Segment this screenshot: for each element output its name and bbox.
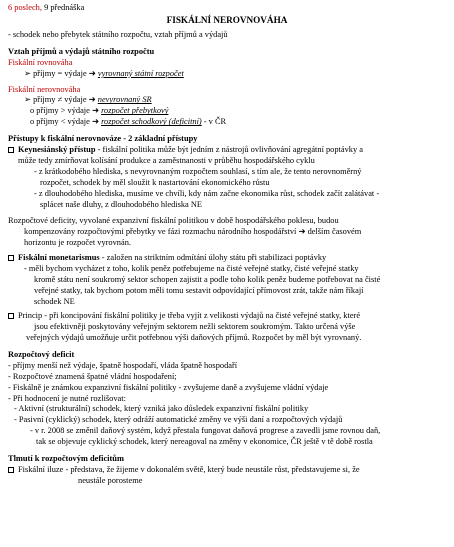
keynes-text: - fiskální politika může být jedním z nástrojů ovlivňování agregátní poptávky a bbox=[95, 145, 363, 155]
monetarism-line-2: kromě státu není soukromý sektor schopen zajistit a podle toho kolik peněz budeme potřebovat na čisté bbox=[34, 275, 381, 285]
monetarism-line-4: schodek NE bbox=[34, 297, 75, 307]
keynes-long-term-cont: splácet naše dluhy, z dlouhodobého hlediska NE bbox=[40, 199, 203, 209]
inequality-line bbox=[8, 95, 446, 106]
deficit-line-1: - příjmy menší než výdaje, špatně hospodaří, vláda špatně hospodaří bbox=[8, 360, 238, 370]
page-title: FISKÁLNÍ NEROVNOVÁHA bbox=[166, 14, 288, 25]
checkbox-bullet-icon bbox=[8, 313, 14, 319]
header-listening: 6 poslech, bbox=[8, 3, 42, 12]
principle-line-1: Princip - při koncipování fiskální politiky je třeba vyjít z velikosti výdajů na čisté veřejné statky, které bbox=[18, 311, 361, 321]
illusion-line-1: Fiskální iluze - představa, že žijeme v dokonalém světě, který bude neustále růst, představujeme si, že bbox=[18, 465, 360, 475]
monetarism-item bbox=[8, 253, 446, 308]
deficit-active: - Aktivní (strukturální) schodek, který vzniká jako důsledek expanzivní fiskální politiky bbox=[14, 404, 309, 414]
arrow-icon: ➜ bbox=[298, 226, 306, 236]
deficit-result: rozpočet schodkový (deficitní) bbox=[101, 117, 202, 127]
intro-line: - schodek nebo přebytek státního rozpočtu, vztah příjmů a výdajů bbox=[8, 29, 228, 39]
equality-line bbox=[8, 69, 446, 80]
illusion-line-2: neustále porosteme bbox=[78, 475, 143, 485]
deficit-line-3: - Fiskálně je známkou expanzivní fiskální politiky - zvyšujeme daně a zvyšujeme vládní výdaje bbox=[8, 382, 329, 392]
arrow-icon: ➜ bbox=[91, 117, 99, 127]
label-fiscal-balance: Fiskální rovnováha bbox=[8, 57, 73, 67]
arrow-icon: ➜ bbox=[88, 68, 96, 78]
deficit-2008: - v r. 2008 se změnil daňový systém, když přestala fungovat daňová progrese a zavedli jsme rovnou daň, bbox=[30, 426, 381, 436]
surplus-line bbox=[8, 106, 446, 117]
illusion-item bbox=[8, 465, 446, 487]
inequality-result: nevyrovnaný SR bbox=[97, 95, 152, 105]
deficit-tail: - v ČR bbox=[201, 117, 227, 127]
deficits-paragraph-cont bbox=[8, 227, 446, 238]
deficits-paragraph: Rozpočtové deficity, vyvolané expanzivní fiskální politikou v době hospodářského poklesu, budou bbox=[8, 215, 339, 225]
principle-line-3: veřejných výdajů umožňuje určit potřebnou výši daňových příjmů. Rozpočet by měl být vyrovnaný. bbox=[26, 332, 362, 342]
principle-item bbox=[8, 311, 446, 344]
checkbox-bullet-icon bbox=[8, 467, 14, 473]
monetarism-text: - založen na striktním odmítání úlohy státu při stabilizaci poptávky bbox=[99, 253, 327, 263]
section-heading-balance: Vztah příjmů a výdajů státního rozpočtu bbox=[8, 46, 155, 56]
header-lecture: 9 přednáška bbox=[44, 3, 85, 12]
deficit-passive: - Pasivní (cyklický) schodek, který odráží automatické změny ve výši daní a rozpočtových výdajů bbox=[14, 415, 343, 425]
keynes-long-term: - z dlouhodobého hlediska, musíme ve chvíli, kdy nám začne ekonomika růst, schodek začít zalátávat - bbox=[34, 188, 380, 198]
equality-result: vyrovnaný státní rozpočet bbox=[97, 68, 184, 78]
checkbox-bullet-icon bbox=[8, 255, 14, 261]
keynes-short-term: - z krátkodobého hlediska, s nevyrovnaným rozpočtem souhlasí, s tím ale, že tento nerovnoměrný bbox=[34, 167, 362, 177]
keynes-title: Keynesiánský přístup bbox=[18, 145, 96, 155]
deficits-paragraph-end: horizontu je rozpočet vyrovnán. bbox=[24, 237, 131, 247]
arrow-icon: ➜ bbox=[91, 106, 99, 116]
keynes-text-cont: může tedy zmírňovat kolísání produkce a zaměstnanosti v průběhu hospodářského cyklu bbox=[18, 156, 315, 166]
deficit-text: o příjmy < výdaje bbox=[30, 117, 90, 127]
arrow-icon: ➜ bbox=[88, 95, 96, 105]
deficit-line-4: - Při hodnocení je nutné rozlišovat: bbox=[8, 393, 126, 403]
keynes-short-term-cont: rozpočet, schodek by měl sloužit k nastartování ekonomického růstu bbox=[40, 177, 270, 187]
checkbox-bullet-icon bbox=[8, 147, 14, 153]
deficits-text: kompenzovány rozpočtovými přebytky ve fázi rozmachu národního hospodářství bbox=[24, 226, 297, 236]
deficits-text-end: delším časovém bbox=[307, 226, 362, 236]
equality-text: ➢ příjmy = výdaje bbox=[24, 68, 87, 78]
deficit-line bbox=[8, 117, 446, 128]
monetarism-line-1: - měli bychom vycházet z toho, kolik peněz potřebujeme na čisté veřejné statky, čisté veřejné statky bbox=[24, 264, 359, 274]
section-heading-deficit: Rozpočtový deficit bbox=[8, 349, 75, 359]
section-heading-tendencies: Tlmutí k rozpočtovým deficitům bbox=[8, 454, 124, 464]
section-heading-approaches: Přístupy k fiskální nerovnováze - 2 základní přístupy bbox=[8, 134, 198, 144]
surplus-result: rozpočet přebytkový bbox=[101, 106, 169, 116]
monetarism-line-3: veřejné statky, tak bychom potom měli tomu sestavit odpovídající přímovost zrát, takže nám říkají bbox=[34, 286, 364, 296]
surplus-text: o příjmy > výdaje bbox=[30, 106, 90, 116]
deficit-2008-cont: tak se objevuje cyklický schodek, který nereagoval na změny v ekonomice, ČR ještě v tě době rostla bbox=[36, 437, 373, 447]
deficit-line-2: - Rozpočtové znamená špatné vládní hospodaření; bbox=[8, 371, 177, 381]
label-fiscal-imbalance: Fiskální nerovnováha bbox=[8, 84, 81, 94]
principle-line-2: jsou efektivněji poskytovány veřejným sektorem nežli sektorem soukromým. Takto určená výše bbox=[34, 322, 356, 331]
page-header bbox=[8, 3, 446, 14]
monetarism-title: Fiskální monetarismus bbox=[18, 253, 100, 263]
inequality-text: ➢ příjmy ≠ výdaje bbox=[24, 95, 87, 105]
keynes-item bbox=[8, 145, 446, 211]
